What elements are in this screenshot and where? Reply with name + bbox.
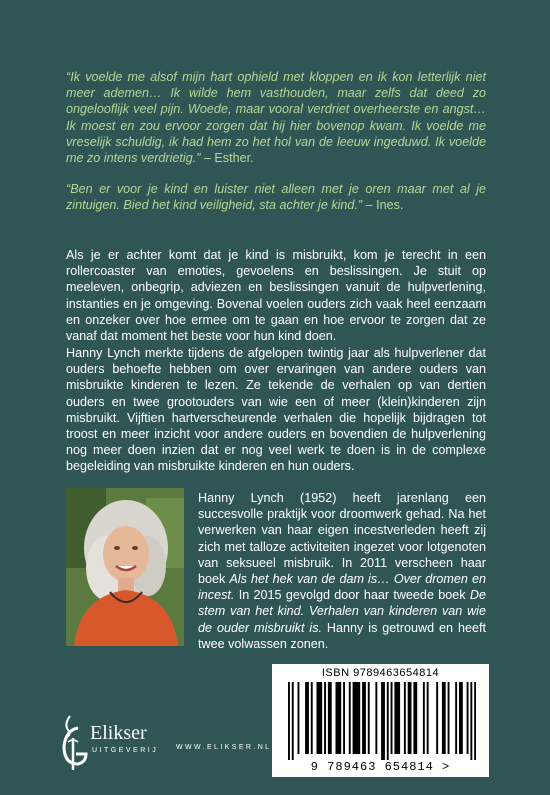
barcode-bar (288, 682, 290, 760)
barcode-bar (387, 682, 389, 760)
barcode-bars (286, 682, 476, 760)
barcode-bar (404, 682, 406, 754)
quote-attribution: – Esther. (200, 151, 254, 166)
bio-text: Hanny Lynch (1952) heeft jarenlang een succesvolle praktijk voor droomwerk gehad. Na het verwerken van haar eigen incestverleden heeft zij zich met talloze activiteiten ingezet voor lotgenoten van seksueel misbruik. In 2011 verscheen haar boek (198, 491, 486, 587)
barcode-bar (436, 682, 438, 754)
barcode-bar (467, 682, 469, 754)
barcode-bar (349, 682, 351, 754)
book-title-2: De stem van het kind. Verhalen van kinderen van wie de ouder misbruikt is. (198, 588, 486, 635)
publisher-subtitle: UITGEVERIJ (92, 747, 159, 754)
barcode-bar (298, 682, 300, 754)
barcode-bar (459, 682, 463, 754)
book-title-1: Als het hek van de dam is… Over dromen en incest. (198, 572, 486, 603)
quote-ines (66, 181, 486, 213)
barcode-bar (375, 682, 377, 754)
barcode-bar (442, 682, 446, 754)
barcode-bar (353, 682, 361, 754)
isbn-barcode (272, 664, 489, 777)
publisher-name: Elikser (90, 722, 147, 744)
bio-text: In 2015 gevolgd door haar tweede boek (234, 588, 470, 603)
barcode-bar (317, 682, 323, 754)
barcode-bar (448, 682, 450, 754)
publisher-website: WWW.ELIKSER.NL (176, 744, 272, 751)
quote-attribution: – Ines. (362, 198, 404, 213)
barcode-bar (455, 682, 457, 754)
bio-text: Hanny is getrouwd en heeft twee volwassen zonen. (198, 620, 486, 651)
barcode-bar (368, 682, 370, 754)
barcode-bar (394, 682, 400, 754)
barcode-bar (474, 682, 476, 760)
barcode-bar (381, 682, 385, 760)
quote-esther (66, 69, 486, 166)
barcode-bar (408, 682, 412, 754)
blurb-paragraph-1: Als je er achter komt dat je kind is misbruikt, kom je terecht in een rollercoaster van emoties, gevoelens en beslissingen. Je stuit op meeleven, onbegrip, adviezen en beslissingen vanuit de hulpverlening, instanties en je omgeving. Bovenal voelen ouders zich vaak heel eenzaam en onzeker over hoe ermee om te gaan en hoe ervoor te zorgen dat ze vanaf dat moment het beste voor hun kind doen. (66, 248, 486, 344)
barcode-bar (427, 682, 429, 754)
barcode-bar (470, 682, 472, 760)
quote-text: “Ben er voor je kind en luister niet alleen met je oren maar met al je zintuigen. Bied het kind veiligheid, sta achter je kind.” (66, 182, 486, 213)
barcode-bar (336, 682, 342, 754)
barcode-bar (324, 682, 326, 754)
author-portrait-icon (66, 488, 184, 646)
author-bio (198, 490, 486, 652)
barcode-bar (413, 682, 417, 754)
elikser-logo-icon (56, 712, 90, 772)
isbn-label: ISBN 9789463654814 (321, 667, 440, 679)
quote-text: “Ik voelde me alsof mijn hart ophield met kloppen en ik kon letterlijk niet meer ademen… Ik wilde hem vasthouden, maar zelfs dat deed zo ongelooflijk veel pijn. Woede, maar vooral verdriet overheerste en angst… Ik moest en zou ervoor zorgen dat hij hier bovenop kwam. Ik voelde me vreselijk schuldig, ik had hem zo het hol van de leeuw ingeduwd. Ik voelde me zo intens verdrietig.” (66, 70, 486, 166)
barcode-bar (343, 682, 345, 754)
barcode-bar (391, 682, 393, 754)
isbn-digits: 9 789463 654814 > (310, 760, 451, 774)
barcode-bar (328, 682, 332, 754)
barcode-bar (311, 682, 313, 754)
barcode-bar (362, 682, 366, 754)
barcode-bar (423, 682, 425, 754)
publisher-logo (56, 712, 171, 772)
blurb-paragraph-2: Hanny Lynch merkte tijdens de afgelopen twintig jaar als hulpverlener dat ouders behoefte hebben om over ervaringen van andere ouders van misbruikte kinderen te lezen. Ze tekende de verhalen op van dertien ouders en twee grootouders van wie een of meer (klein)kinderen zijn misbruikt. Vijftien hartverscheurende verhalen die hopelijk bijdragen tot troost en meer inzicht voor andere ouders en bovendien de hulpverlening nog meer doen inzien dat er nog veel werk te doen is in de complexe begeleiding van misbruikte kinderen en hun ouders. (66, 346, 486, 474)
barcode-bar (305, 682, 309, 754)
barcode-bar (292, 682, 294, 760)
author-photo (66, 488, 184, 646)
